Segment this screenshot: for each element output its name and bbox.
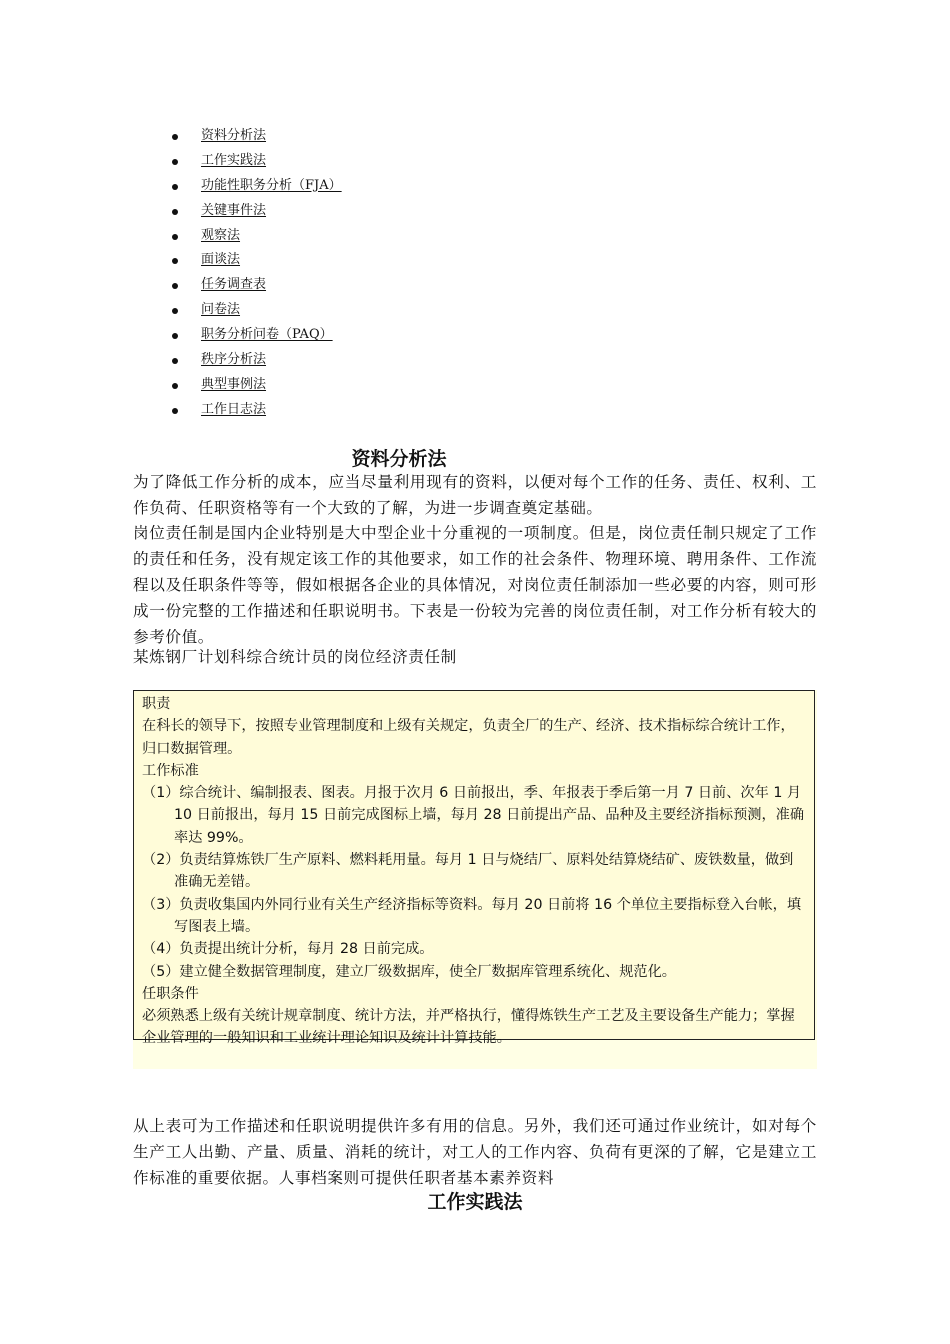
list-item: [172, 348, 342, 373]
duty-text: 在科长的领导下，按照专业管理制度和上级有关规定，负责全厂的生产、经济、技术指标综合统计工作，归口数据管理。: [142, 718, 795, 757]
section-title-data-analysis: 资料分析法: [351, 448, 447, 470]
section-title-work-practice: 工作实践法: [427, 1191, 523, 1213]
link-fja[interactable]: 功能性职务分析（FJA）: [201, 177, 342, 193]
list-item: [172, 323, 342, 348]
list-item: [172, 298, 342, 323]
link-task-survey[interactable]: 任务调查表: [201, 277, 267, 293]
standard-item: （5）建立健全数据管理制度，建立厂级数据库，使全厂数据库管理系统化、规范化。: [142, 963, 676, 980]
link-critical-incident[interactable]: 关键事件法: [201, 202, 267, 218]
qualification-text: 必须熟悉上级有关统计规章制度、统计方法，并严格执行，懂得炼铁生产工艺及主要设备生产能力；掌握企业管理的一般知识和工业统计理论知识及统计计算技能。: [142, 1008, 795, 1047]
bullet-icon: [172, 234, 178, 240]
paragraph-intro: 为了降低工作分析的成本，应当尽量利用现有的资料，以便对每个工作的任务、责任、权利、工作负荷、任职资格等有一个大致的了解，为进一步调查奠定基础。: [133, 473, 817, 517]
list-item: [172, 248, 342, 273]
paragraph-responsibility-system: 岗位责任制是国内企业特别是大中型企业十分重视的一项制度。但是，岗位责任制只规定了工作的责任和任务，没有规定该工作的其他要求，如工作的社会条件、物理环境、聘用条件、工作流程以及任职条件等等，假如根据各企业的具体情况，对岗位责任制添加一些必要的内容，则可形成一份完整的工作描述和任职说明书。下表是一份较为完善的岗位责任制，对工作分析有较大的参考价值。: [133, 524, 817, 646]
link-data-analysis[interactable]: 资料分析法: [201, 128, 267, 143]
list-item: [172, 224, 342, 249]
bullet-icon: [172, 184, 178, 190]
standard-item: （3）负责收集国内外同行业有关生产经济指标等资料。每月 20 日前将 16 个单位主要指标登入台帐，填写图表上墙。: [142, 896, 802, 935]
heading-qualifications: 任职条件: [142, 985, 199, 1002]
list-item: [172, 199, 342, 224]
standard-item: （1）综合统计、编制报表、图表。月报于次月 6 日前报出，季、年报表于季后第一月 7 日前、次年 1 月 10 日前报出，每月 15 日前完成图标上墙，每月 28 日前提出产品、品种及主要经济指标预测，准确率达 99%。: [142, 785, 805, 846]
standard-item: （4）负责提出统计分析，每月 28 日前完成。: [142, 941, 434, 958]
heading-duties: 职责: [142, 696, 171, 712]
bullet-icon: [172, 383, 178, 389]
list-item: [172, 124, 342, 149]
bullet-icon: [172, 209, 178, 215]
bullet-icon: [172, 159, 178, 165]
bullet-icon: [172, 358, 178, 364]
link-work-practice[interactable]: 工作实践法: [201, 152, 267, 168]
link-sequence-analysis[interactable]: 秩序分析法: [201, 352, 267, 368]
method-list: [172, 124, 342, 423]
link-questionnaire[interactable]: 问卷法: [201, 302, 241, 318]
list-item: [172, 373, 342, 398]
link-observation[interactable]: 观察法: [201, 227, 241, 243]
bullet-icon: [172, 408, 178, 414]
bullet-icon: [172, 308, 178, 314]
paragraph-table-caption: 某炼钢厂计划科综合统计员的岗位经济责任制: [133, 648, 457, 666]
heading-work-standard: 工作标准: [142, 762, 199, 779]
link-work-diary[interactable]: 工作日志法: [201, 401, 267, 417]
responsibility-table-wrapper: [133, 690, 817, 1069]
list-item: [172, 398, 342, 423]
list-item: [172, 149, 342, 174]
list-item: [172, 174, 342, 199]
bullet-icon: [172, 134, 178, 140]
link-interview[interactable]: 面谈法: [201, 252, 241, 268]
paragraph-conclusion: 从上表可为工作描述和任职说明提供许多有用的信息。另外，我们还可通过作业统计，如对每个生产工人出勤、产量、质量、消耗的统计，对工人的工作内容、负荷有更深的了解，它是建立工作标准的重要依据。人事档案则可提供任职者基本素养资料: [133, 1117, 817, 1187]
link-paq[interactable]: 职务分析问卷（PAQ）: [201, 327, 333, 343]
bullet-icon: [172, 333, 178, 339]
standard-item: （2）负责结算炼铁厂生产原料、燃料耗用量。每月 1 日与烧结厂、原料处结算烧结矿、废铁数量，做到准确无差错。: [142, 852, 794, 891]
list-item: [172, 273, 342, 298]
bullet-icon: [172, 283, 178, 289]
bullet-icon: [172, 258, 178, 264]
responsibility-table: [133, 690, 815, 1047]
link-typical-case[interactable]: 典型事例法: [201, 376, 267, 392]
